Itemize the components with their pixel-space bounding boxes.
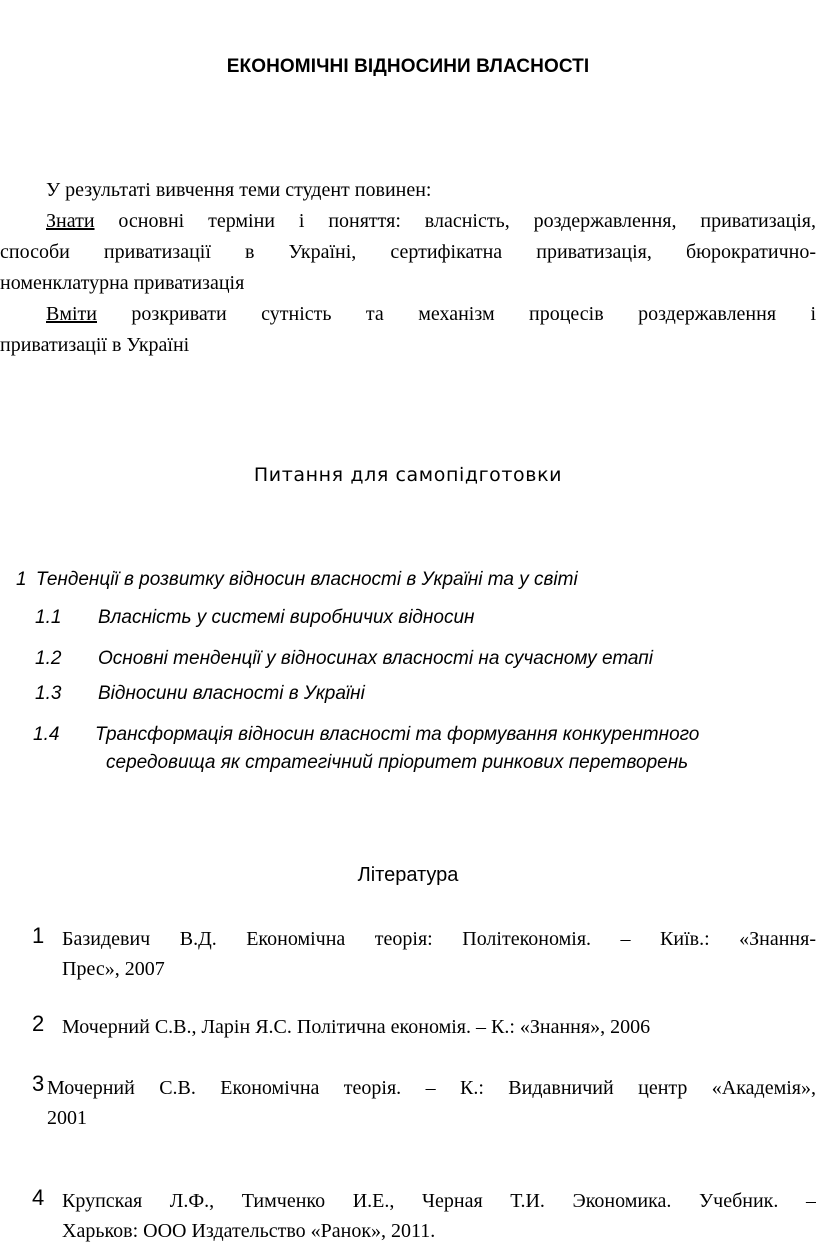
reference-item bbox=[62, 924, 816, 984]
can-label: Вміти bbox=[46, 303, 97, 325]
literature-heading: Література bbox=[357, 864, 459, 886]
question-item-text: Відносини власності в Україні bbox=[98, 683, 365, 704]
reference-line-2: 2001 bbox=[47, 1107, 87, 1129]
can-line-1 bbox=[0, 299, 816, 330]
reference-line-1: Базидевич В.Д. Економічна теорія: Політекономія. – Київ.: «Знання- bbox=[62, 928, 816, 950]
know-text-1: основні терміни і поняття: власність, роздержавлення, приватизація, bbox=[118, 210, 816, 232]
reference-line-1: Крупская Л.Ф., Тимченко И.Е., Черная Т.И. Экономика. Учебник. – bbox=[62, 1190, 816, 1212]
question-item-text: Основні тенденції у відносинах власності на сучасному етапі bbox=[98, 648, 653, 669]
intro-section bbox=[0, 175, 816, 361]
question-item: 1.2 bbox=[35, 648, 62, 669]
question-main-text: Тенденції в розвитку відносин власності в Україні та у світі bbox=[35, 569, 578, 590]
know-label: Знати bbox=[46, 210, 95, 232]
question-item-text: Трансформація відносин власності та формування конкурентного bbox=[95, 724, 700, 745]
question-main-number: 1 bbox=[16, 569, 27, 590]
question-item: 1.3 bbox=[35, 683, 62, 704]
reference-item bbox=[47, 1073, 816, 1133]
reference-line-2: Харьков: ООО Издательство «Ранок», 2011. bbox=[62, 1220, 436, 1242]
reference-number: 3 bbox=[32, 1071, 45, 1096]
intro-lead: У результаті вивчення теми студент повинен: bbox=[46, 179, 432, 201]
questions-heading: Питання для самопідготовки bbox=[253, 464, 563, 486]
can-line-2: приватизації в Україні bbox=[0, 334, 190, 356]
reference-number: 4 bbox=[32, 1185, 45, 1210]
know-line-2: способи приватизації в Україні, сертифікатна приватизація, бюрократично- bbox=[0, 241, 816, 263]
reference-item bbox=[62, 1186, 816, 1246]
reference-number: 2 bbox=[32, 1011, 45, 1036]
question-item: 1.1 bbox=[35, 607, 62, 628]
reference-line-2: Прес», 2007 bbox=[62, 958, 165, 980]
page-title: ЕКОНОМІЧНІ ВІДНОСИНИ ВЛАСНОСТІ bbox=[226, 56, 590, 77]
question-main bbox=[16, 569, 578, 591]
reference-line-1: Мочерний С.В. Економічна теорія. – К.: Видавничий центр «Академія», bbox=[47, 1077, 816, 1099]
know-line-1 bbox=[0, 206, 816, 237]
reference-number: 1 bbox=[32, 923, 45, 948]
know-line-3: номенклатурна приватизація bbox=[0, 272, 245, 294]
question-item-text: Власність у системі виробничих відносин bbox=[98, 607, 475, 628]
question-item-text-cont: середовища як стратегічний пріоритет ринкових перетворень bbox=[106, 752, 689, 773]
can-text-1: розкривати сутність та механізм процесів роздержавлення і bbox=[131, 303, 816, 325]
question-item: 1.4 bbox=[33, 724, 60, 745]
reference-item bbox=[62, 1012, 816, 1042]
reference-line-1: Мочерний С.В., Ларін Я.С. Політична економія. – К.: «Знання», 2006 bbox=[62, 1016, 651, 1038]
